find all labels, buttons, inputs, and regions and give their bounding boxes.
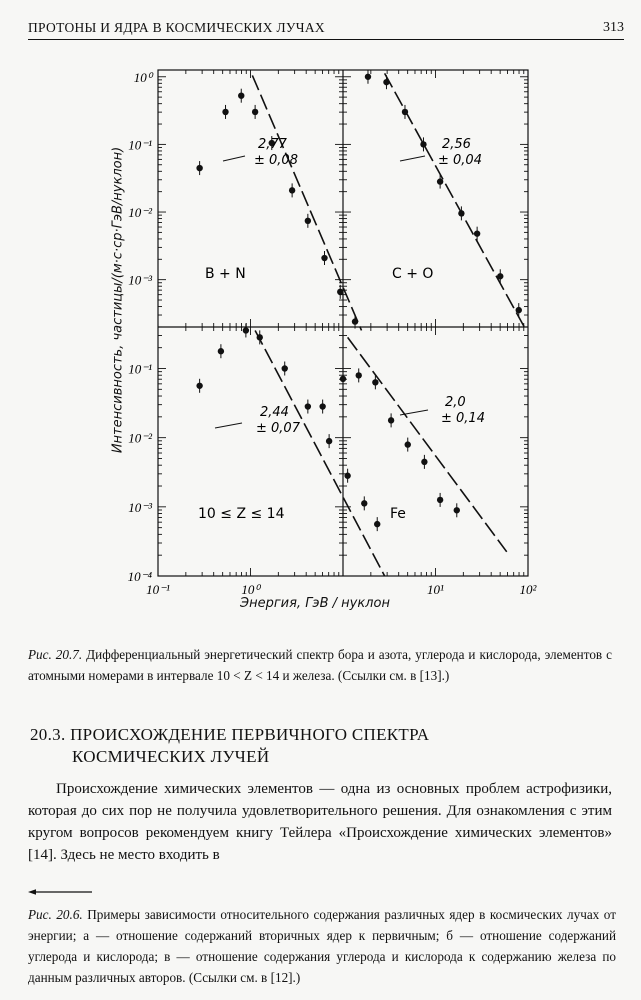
x-tick-label: 10⁻¹	[146, 582, 170, 597]
y-tick-label: 10⁻¹	[128, 137, 152, 153]
data-point	[344, 473, 350, 479]
data-point	[289, 187, 295, 193]
data-point	[282, 365, 288, 371]
fit-leader-line	[215, 423, 242, 428]
panel-label: C + O	[392, 266, 434, 282]
page-header	[28, 18, 624, 40]
data-point	[374, 521, 380, 527]
data-point	[437, 497, 443, 503]
caption-text: Дифференциальный энергетический спектр бора и азота, углерода и кислорода, элементов с атомными номерами в интервале 10 < Z < 14 и железа. (Ссылки см. в [13].)	[28, 647, 612, 683]
caption-label: Рис. 20.7.	[28, 647, 83, 662]
y-tick-label: 10⁻³	[128, 272, 152, 288]
y-tick-label: 10⁻²	[128, 430, 152, 446]
section-heading	[30, 724, 429, 768]
data-point	[356, 372, 362, 378]
data-point	[319, 403, 325, 409]
x-tick-label: 10⁰	[241, 582, 260, 597]
data-point	[238, 93, 244, 99]
data-point	[305, 218, 311, 224]
data-point	[405, 441, 411, 447]
y-axis-label-wrap	[104, 120, 132, 480]
fit-error-label: ± 0,08	[254, 153, 298, 168]
data-point	[218, 348, 224, 354]
caption-text: Примеры зависимости относительного содержания различных ядер в космических лучах от энергии; а — отношение содержаний вторичных ядер к первичным; б — отношение содержаний углерода и кислорода; в — отношение содержания углерода и кислорода к содержанию железа по данным различных авторов. (Ссылки см. в [12].)	[28, 907, 616, 985]
caption-label: Рис. 20.6.	[28, 907, 83, 922]
fit-line	[255, 330, 385, 576]
fit-index-label: 2,44	[260, 405, 289, 420]
continuation-arrow-icon	[28, 888, 94, 896]
figure-20-7	[100, 58, 570, 628]
panel-label: Fe	[390, 506, 406, 522]
page-number: 313	[603, 20, 624, 35]
data-point	[420, 141, 426, 147]
y-axis-label: Интенсивность, частицы/(м·с·ср·ГэВ/нуклон)	[110, 146, 126, 454]
x-tick-label: 10²	[519, 582, 537, 597]
data-point	[257, 334, 263, 340]
fit-leader-line	[223, 156, 245, 161]
data-point	[326, 438, 332, 444]
section-title-line2: КОСМИЧЕСКИХ ЛУЧЕЙ	[72, 747, 270, 766]
data-point	[388, 417, 394, 423]
header-rule	[28, 39, 624, 40]
data-point	[196, 383, 202, 389]
data-point	[454, 507, 460, 513]
fit-error-label: ± 0,14	[441, 411, 485, 426]
data-point	[372, 379, 378, 385]
data-point	[458, 210, 464, 216]
data-point	[340, 376, 346, 382]
y-tick-label: 10⁰	[133, 69, 152, 85]
running-title: ПРОТОНЫ И ЯДРА В КОСМИЧЕСКИХ ЛУЧАХ	[28, 20, 325, 35]
data-point	[474, 230, 480, 236]
fit-index-label: 2,77	[258, 137, 287, 152]
y-tick-label: 10⁻¹	[128, 361, 152, 377]
data-point	[437, 178, 443, 184]
x-axis-label: Энергия, ГэВ / нуклон	[240, 596, 390, 611]
data-point	[365, 74, 371, 80]
data-point	[321, 255, 327, 261]
y-tick-label: 10⁻⁴	[127, 569, 152, 584]
section-number: 20.3.	[30, 725, 66, 744]
data-point	[421, 459, 427, 465]
data-point	[222, 109, 228, 115]
panel-label: 10 ≤ Z ≤ 14	[198, 506, 285, 522]
panel-label: B + N	[205, 266, 246, 282]
fit-index-label: 2,56	[442, 137, 471, 152]
spectra-chart	[100, 58, 570, 628]
data-point	[252, 109, 258, 115]
fit-line	[348, 337, 507, 551]
data-point	[402, 109, 408, 115]
data-point	[383, 79, 389, 85]
data-point	[196, 165, 202, 171]
fit-index-label: 2,0	[445, 395, 466, 410]
body-paragraph: Происхождение химических элементов — одна из основных проблем астрофизики, которая до сих пор не получила удовлетворительного решения. Для ознакомления с этим кругом вопросов рекомендуем книгу Тейлера «Происхождение химических элементов» [14]. Здесь не место входить в	[28, 781, 612, 863]
x-tick-label: 10¹	[427, 582, 444, 597]
section-title-line1: ПРОИСХОЖДЕНИЕ ПЕРВИЧНОГО СПЕКТРА	[70, 725, 430, 744]
fit-error-label: ± 0,07	[256, 421, 300, 436]
fit-line	[252, 75, 361, 330]
fit-error-label: ± 0,04	[438, 153, 482, 168]
caption-fig-20-7	[28, 644, 612, 686]
fit-leader-line	[400, 156, 425, 161]
data-point	[361, 500, 367, 506]
caption-fig-20-6	[28, 904, 616, 988]
data-point	[305, 403, 311, 409]
y-tick-label: 10⁻³	[128, 499, 152, 515]
data-point	[352, 318, 358, 324]
data-point	[497, 273, 503, 279]
data-point	[516, 307, 522, 313]
data-point	[243, 327, 249, 333]
data-point	[337, 289, 343, 295]
y-tick-label: 10⁻²	[128, 205, 152, 221]
